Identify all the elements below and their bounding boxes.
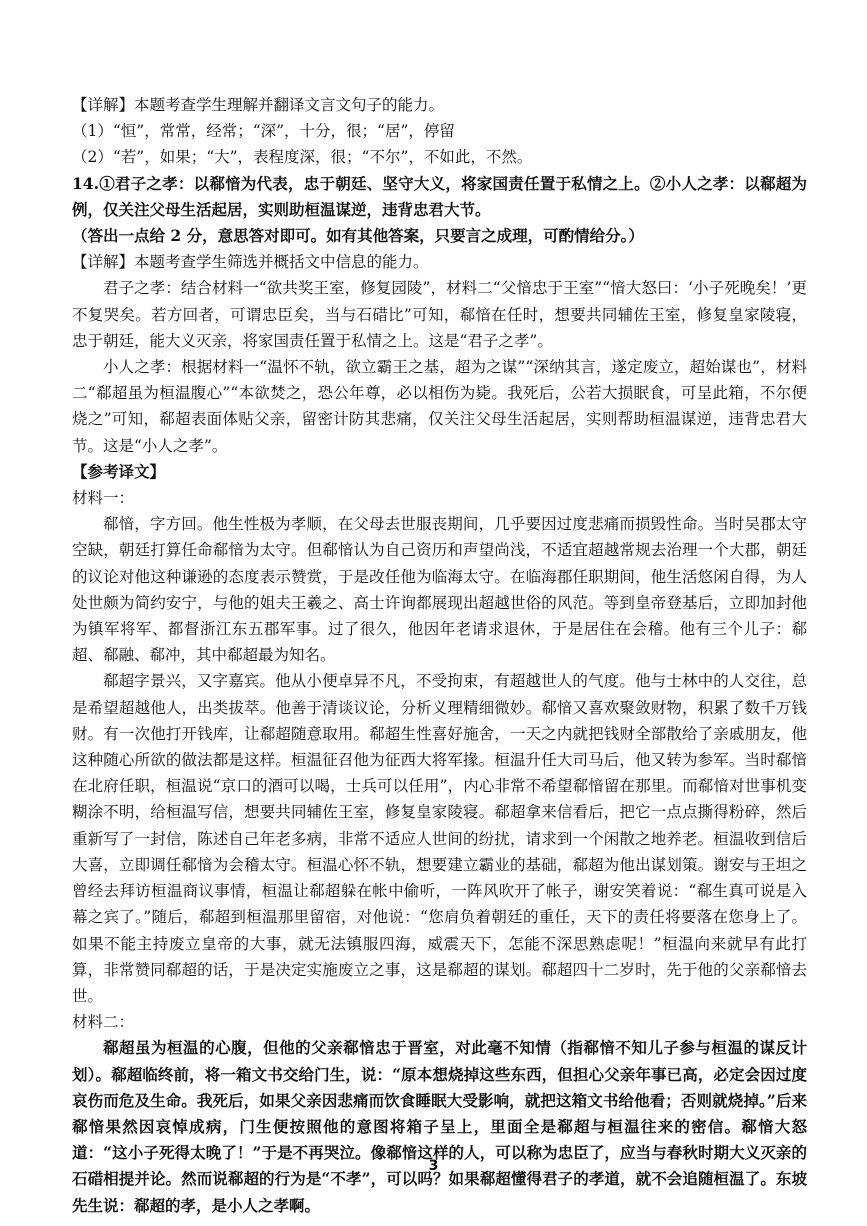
page-number: 3	[428, 1158, 439, 1174]
explanation-heading-1: 【详解】本题考查学生理解并翻译文言文句子的能力。	[72, 96, 445, 114]
answer-14: 14.①君子之孝：以郗愔为代表，忠于朝廷、坚守大义，将家国责任置于私情之上。②小人之孝：以郗超为例，仅关注父母生活起居，实则助桓温谋逆，违背忠君大节。	[72, 173, 807, 219]
explanation-item-2: （2）“若”，如果；“大”，表程度深，很；“不尔”，不如此，不然。	[72, 148, 533, 167]
material-1-paragraph-2: 郗超字景兴，又字嘉宾。他从小便卓异不凡，不受拘束，有超越世人的气度。他与士林中的人交往，总是希望超越他人，出类拔萃。他善于清谈议论，分析义理精细微妙。郗愔又喜欢聚敛财物，积累了数千万钱财。有一次他打开钱库，让郗超随意取用。郗超生性喜好施舍，一天之内就把钱财全部散给了亲戚朋友，他这种随心所欲的做法都是这样。桓温征召他为征西大将军掾。桓温升任大司马后，他又转为参军。当时郗愔在北府任职，桓温说“京口的酒可以喝，士兵可以任用”，内心非常不希望郗愔留在那里。而郗愔对世事机变糊涂不明，给桓温写信，想要共同辅佐王室，修复皇家陵寝。郗超拿来信看后，把它一点点撕得粉碎，然后重新写了一封信，陈述自己年老多病，非常不适应人世间的纷扰，请求到一个闲散之地养老。桓温收到信后大喜，立即调任郗愔为会稽太守。桓温心怀不轨，想要建立霸业的基础，郗超为他出谋划策。谢安与王坦之曾经去拜访桓温商议事情，桓温让郗超躲在帐中偷听，一阵风吹开了帐子，谢安笑着说：“郗生真可说是入幕之宾了。”随后，郗超到桓温那里留宿，对他说：“您肩负着朝廷的重任，天下的责任将要落在您身上了。如果不能主持废立皇帝的大事，就无法镇服四海，威震天下，怎能不深思熟虑呢！”桓温向来就早有此打算，非常赞同郗超的话，于是决定实施废立之事，这是郗超的谋划。郗超四十二岁时，先于他的父亲郗愔去世。	[72, 672, 807, 1005]
scoring-note: （答出一点给 2 分，意思答对即可。如有其他答案，只要言之成理，可酌情给分。）	[72, 226, 644, 246]
material-2-label: 材料二：	[72, 1013, 135, 1032]
material-1-paragraph-1: 郗愔，字方回。他生性极为孝顺，在父母去世服丧期间，几乎要因过度悲痛而损毁性命。当时吴郡太守空缺，朝廷打算任命郗愔为太守。但郗愔认为自己资历和声望尚浅，不适宜超越常规去治理一个大郡，朝廷的议论对他这种谦逊的态度表示赞赏，于是改任他为临海太守。在临海郡任职期间，他生活悠闲自得，为人处世颇为简约安宁，与他的姐夫王羲之、高士许询都展现出超越世俗的风范。等到皇帝登基后，立即加封他为镇军将军、都督浙江东五郡军事。过了很久，他因年老请求退休，于是居住在会稽。他有三个儿子：郗超、郗融、郗冲，其中郗超最为知名。	[72, 515, 807, 665]
explanation-item-1: （1）“恒”，常常，经常；“深”，十分，很；“居”，停留	[72, 122, 455, 141]
document-body	[72, 92, 807, 1219]
junzi-zhixiao-paragraph: 君子之孝：结合材料一“欲共奖王室，修复园陵”，材料二“父愔忠于王室”“愔大怒曰：‘小子死晚矣！’更不复哭矣。若方回者，可谓忠臣矣，当与石碏比”可知，郗愔在任时，想要共同辅佐王室，修复皇家陵寝，忠于朝廷，能大义灭亲，将家国责任置于私情之上。这是“君子之孝”。	[72, 279, 807, 350]
material-2-paragraph: 郗超虽为桓温的心腹，但他的父亲郗愔忠于晋室，对此毫不知情（指郗愔不知儿子参与桓温的谋反计划）。郗超临终前，将一箱文书交给门生，说：“原本想烧掉这些东西，但担心父亲年事已高，必定会因过度哀伤而危及生命。我死后，如果父亲因悲痛而饮食睡眠大受影响，就把这箱文书给他看；否则就烧掉。”后来郗愔果然因哀悼成病，门生便按照他的意图将箱子呈上，里面全是郗超与桓温往来的密信。郗愔大怒道：“这小子死得太晚了！”于是不再哭泣。像郗愔这样的人，可以称为忠臣了，应当与春秋时期大义灭亲的石碏相提并论。然而说郗超的行为是“不孝”，可以吗？如果郗超懂得君子的孝道，就不会追随桓温了。东坡先生说：郗超的孝，是小人之孝啊。	[72, 1038, 807, 1215]
explanation-heading-2: 【详解】本题考查学生筛选并概括文中信息的能力。	[72, 253, 429, 272]
xiaoren-zhixiao-paragraph: 小人之孝：根据材料一“温怀不轨，欲立霸王之基，超为之谋”“深纳其言，遂定废立，超始谋也”，材料二“郗超虽为桓温腹心”“本欲焚之，恐公年尊，必以相伤为毙。我死后，公若大损眠食，可呈此箱，不尔便烧之”可知，郗超表面体贴父亲，留密计防其悲痛，仅关注父母生活起居，实则帮助桓温谋逆，违背忠君大节。这是“小人之孝”。	[72, 358, 807, 455]
material-1-label: 材料一：	[72, 489, 135, 508]
translation-heading: 【参考译文】	[72, 461, 166, 481]
